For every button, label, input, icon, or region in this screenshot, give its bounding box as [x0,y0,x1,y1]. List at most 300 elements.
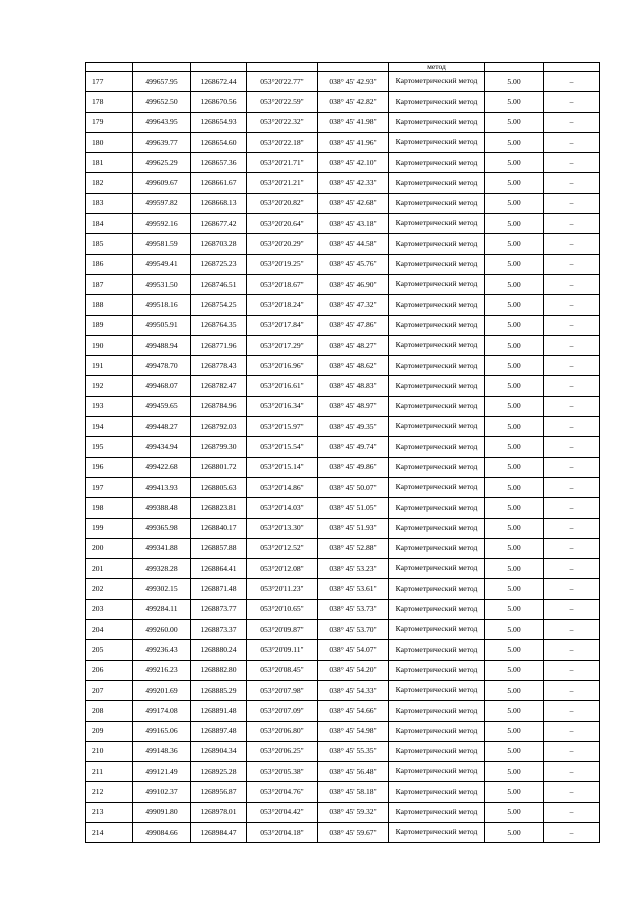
cell-point-number: 188 [86,295,133,315]
cell-coord-x: 499434.94 [133,437,191,457]
cell-longitude: 038° 45' 47.86" [318,315,389,335]
cell-coord-y: 1268840.17 [191,518,247,538]
cell-method: Картометрический метод [389,477,485,497]
cell-note: – [544,356,600,376]
table-row [86,234,600,254]
cell-point-number: 183 [86,193,133,213]
cell-accuracy: 5.00 [485,335,544,355]
cell-longitude: 038° 45' 48.62" [318,356,389,376]
cell-accuracy: 5.00 [485,132,544,152]
cell-note: – [544,396,600,416]
cell-latitude: 053°20'15.97" [247,417,318,437]
table-row [86,538,600,558]
cell-note: – [544,579,600,599]
cell-note: – [544,741,600,761]
cell-longitude: 038° 45' 48.97" [318,396,389,416]
cell-latitude: 053°20'16.34" [247,396,318,416]
cell-longitude: 038° 45' 53.70" [318,620,389,640]
cell-coord-x: 499236.43 [133,640,191,660]
cell-point-number: 213 [86,802,133,822]
cell-latitude: 053°20'06.80" [247,721,318,741]
cell-accuracy: 5.00 [485,721,544,741]
cell-point-number: 209 [86,721,133,741]
cell-point-number: 189 [86,315,133,335]
cell-longitude: 038° 45' 41.96" [318,132,389,152]
cell-coord-x: 499388.48 [133,498,191,518]
cell-accuracy: 5.00 [485,782,544,802]
cell-method: Картометрический метод [389,193,485,213]
cell-coord-x: 499148.36 [133,741,191,761]
table-body [86,63,600,843]
cell-coord-y: 1268873.77 [191,599,247,619]
table-row [86,660,600,680]
cell-coord-y: 1268782.47 [191,376,247,396]
cell-latitude: 053°20'14.03" [247,498,318,518]
cell-accuracy: 5.00 [485,437,544,457]
cell-coord-y: 1268754.25 [191,295,247,315]
cell-latitude: 053°20'22.18" [247,132,318,152]
cell-latitude: 053°20'05.38" [247,762,318,782]
cell-coord-x: 499102.37 [133,782,191,802]
cell-method: Картометрический метод [389,153,485,173]
cell-point-number: 191 [86,356,133,376]
cell-point-number: 190 [86,335,133,355]
cell-coord-y: 1268864.41 [191,559,247,579]
cell-note: – [544,437,600,457]
cell-accuracy: 5.00 [485,376,544,396]
cell-latitude: 053°20'13.30" [247,518,318,538]
cell-coord-x: 499549.41 [133,254,191,274]
cell-point-number: 207 [86,680,133,700]
table-row [86,721,600,741]
table-row [86,92,600,112]
cell-coord-y: 1268873.37 [191,620,247,640]
cell-longitude: 038° 45' 54.07" [318,640,389,660]
cell-accuracy: 5.00 [485,457,544,477]
cell-coord-x: 499459.65 [133,396,191,416]
cell-coord-x: 499505.91 [133,315,191,335]
cell-coord-y: 1268661.67 [191,173,247,193]
cell-longitude: 038° 45' 42.33" [318,173,389,193]
cell-latitude: 053°20'14.86" [247,477,318,497]
cell-point-number: 185 [86,234,133,254]
table-row [86,518,600,538]
cell-latitude: 053°20'19.25" [247,254,318,274]
table-row [86,599,600,619]
cell-method: Картометрический метод [389,437,485,457]
cell-coord-x: 499609.67 [133,173,191,193]
cell-latitude: 053°20'16.96" [247,356,318,376]
cell-accuracy: 5.00 [485,599,544,619]
cell-note: – [544,660,600,680]
cell-latitude: 053°20'04.42" [247,802,318,822]
cell-accuracy: 5.00 [485,193,544,213]
table-row [86,274,600,294]
cell-latitude: 053°20'09.87" [247,620,318,640]
cell-note: – [544,72,600,92]
cell-point-number: 195 [86,437,133,457]
cell-longitude: 038° 45' 42.68" [318,193,389,213]
cell-note: – [544,335,600,355]
cell-accuracy: 5.00 [485,315,544,335]
cell-accuracy: 5.00 [485,356,544,376]
cell-latitude: 053°20'08.45" [247,660,318,680]
cell-point-number: 201 [86,559,133,579]
cell-coord-x: 499468.07 [133,376,191,396]
cell-method: Картометрический метод [389,396,485,416]
cell-note: – [544,477,600,497]
cell-coord-y: 1268857.88 [191,538,247,558]
cell-longitude: 038° 45' 56.48" [318,762,389,782]
cell-point-number: 182 [86,173,133,193]
cell-point-number: 187 [86,274,133,294]
table-row [86,640,600,660]
cell-longitude: 038° 45' 42.93" [318,72,389,92]
cell-accuracy [485,63,544,72]
cell-coord-x [133,63,191,72]
cell-coord-x: 499581.59 [133,234,191,254]
cell-note: – [544,822,600,842]
cell-longitude: 038° 45' 46.90" [318,274,389,294]
cell-latitude: 053°20'17.84" [247,315,318,335]
cell-method: метод [389,63,485,72]
cell-latitude: 053°20'22.77" [247,72,318,92]
cell-longitude: 038° 45' 52.88" [318,538,389,558]
cell-note: – [544,518,600,538]
cell-method: Картометрический метод [389,214,485,234]
cell-longitude: 038° 45' 54.98" [318,721,389,741]
cell-point-number: 186 [86,254,133,274]
cell-longitude: 038° 45' 59.32" [318,802,389,822]
cell-point-number: 203 [86,599,133,619]
table-row [86,132,600,152]
cell-accuracy: 5.00 [485,477,544,497]
cell-longitude: 038° 45' 50.07" [318,477,389,497]
table-row [86,498,600,518]
cell-note: – [544,173,600,193]
cell-note: – [544,254,600,274]
table-row [86,802,600,822]
table-row [86,376,600,396]
table-row [86,356,600,376]
cell-accuracy: 5.00 [485,640,544,660]
cell-note: – [544,376,600,396]
cell-coord-y: 1268677.42 [191,214,247,234]
cell-point-number: 192 [86,376,133,396]
cell-coord-x: 499625.29 [133,153,191,173]
cell-coord-y: 1268823.81 [191,498,247,518]
cell-coord-x: 499091.80 [133,802,191,822]
cell-note [544,63,600,72]
cell-coord-x: 499284.11 [133,599,191,619]
cell-note: – [544,620,600,640]
cell-method: Картометрический метод [389,782,485,802]
cell-coord-y: 1268746.51 [191,274,247,294]
table-row [86,620,600,640]
cell-coord-x: 499488.94 [133,335,191,355]
cell-point-number: 184 [86,214,133,234]
cell-point-number: 210 [86,741,133,761]
cell-point-number: 205 [86,640,133,660]
table-row [86,214,600,234]
cell-accuracy: 5.00 [485,741,544,761]
cell-longitude: 038° 45' 59.67" [318,822,389,842]
cell-accuracy: 5.00 [485,538,544,558]
cell-accuracy: 5.00 [485,822,544,842]
cell-coord-y: 1268764.35 [191,315,247,335]
cell-coord-y: 1268904.34 [191,741,247,761]
cell-coord-x: 499302.15 [133,579,191,599]
cell-longitude: 038° 45' 54.66" [318,701,389,721]
cell-longitude: 038° 45' 53.23" [318,559,389,579]
cell-longitude: 038° 45' 43.18" [318,214,389,234]
cell-latitude: 053°20'22.32" [247,112,318,132]
cell-longitude: 038° 45' 55.35" [318,741,389,761]
cell-coord-x: 499201.69 [133,680,191,700]
cell-accuracy: 5.00 [485,660,544,680]
cell-method: Картометрический метод [389,132,485,152]
table-row [86,782,600,802]
cell-longitude: 038° 45' 58.18" [318,782,389,802]
cell-longitude: 038° 45' 54.20" [318,660,389,680]
cell-latitude: 053°20'20.29" [247,234,318,254]
cell-coord-x: 499174.08 [133,701,191,721]
cell-note: – [544,762,600,782]
cell-accuracy: 5.00 [485,762,544,782]
cell-point-number: 208 [86,701,133,721]
cell-coord-y: 1268784.96 [191,396,247,416]
cell-method: Картометрический метод [389,660,485,680]
table-row [86,457,600,477]
cell-note: – [544,112,600,132]
cell-method: Картометрический метод [389,538,485,558]
cell-longitude: 038° 45' 51.05" [318,498,389,518]
cell-longitude: 038° 45' 42.10" [318,153,389,173]
cell-method: Картометрический метод [389,92,485,112]
cell-coord-x: 499365.98 [133,518,191,538]
cell-accuracy: 5.00 [485,579,544,599]
cell-point-number: 199 [86,518,133,538]
cell-latitude: 053°20'20.82" [247,193,318,213]
cell-method: Картометрический метод [389,620,485,640]
cell-note: – [544,132,600,152]
cell-note: – [544,498,600,518]
cell-accuracy: 5.00 [485,92,544,112]
cell-method: Картометрический метод [389,315,485,335]
cell-note: – [544,457,600,477]
cell-method: Картометрический метод [389,640,485,660]
cell-note: – [544,640,600,660]
cell-method: Картометрический метод [389,72,485,92]
cell-method: Картометрический метод [389,579,485,599]
cell-coord-y: 1268670.56 [191,92,247,112]
cell-longitude: 038° 45' 54.33" [318,680,389,700]
cell-note: – [544,417,600,437]
cell-method: Картометрический метод [389,417,485,437]
cell-point-number [86,63,133,72]
cell-accuracy: 5.00 [485,173,544,193]
cell-coord-x: 499478.70 [133,356,191,376]
table-row [86,295,600,315]
cell-coord-x: 499657.95 [133,72,191,92]
cell-note: – [544,274,600,294]
cell-accuracy: 5.00 [485,396,544,416]
cell-coord-y: 1268882.80 [191,660,247,680]
cell-coord-y: 1268925.28 [191,762,247,782]
cell-coord-y: 1268978.01 [191,802,247,822]
cell-latitude: 053°20'15.14" [247,457,318,477]
cell-method: Картометрический метод [389,457,485,477]
cell-method: Картометрический метод [389,295,485,315]
cell-latitude: 053°20'04.76" [247,782,318,802]
cell-method: Картометрический метод [389,498,485,518]
cell-latitude: 053°20'21.71" [247,153,318,173]
cell-coord-y: 1268668.13 [191,193,247,213]
cell-method: Картометрический метод [389,762,485,782]
cell-point-number: 181 [86,153,133,173]
cell-latitude: 053°20'16.61" [247,376,318,396]
cell-accuracy: 5.00 [485,214,544,234]
cell-longitude: 038° 45' 41.98" [318,112,389,132]
cell-point-number: 194 [86,417,133,437]
cell-latitude: 053°20'15.54" [247,437,318,457]
cell-coord-x: 499413.93 [133,477,191,497]
cell-latitude: 053°20'04.18" [247,822,318,842]
cell-point-number: 197 [86,477,133,497]
cell-accuracy: 5.00 [485,620,544,640]
cell-method: Картометрический метод [389,721,485,741]
cell-coord-x: 499652.50 [133,92,191,112]
cell-point-number: 179 [86,112,133,132]
cell-note: – [544,295,600,315]
table-row [86,822,600,842]
cell-coord-y: 1268885.29 [191,680,247,700]
cell-note: – [544,721,600,741]
cell-accuracy: 5.00 [485,295,544,315]
cell-longitude: 038° 45' 49.86" [318,457,389,477]
cell-coord-x: 499639.77 [133,132,191,152]
cell-point-number: 178 [86,92,133,112]
table-row [86,315,600,335]
cell-coord-y: 1268657.36 [191,153,247,173]
cell-latitude: 053°20'17.29" [247,335,318,355]
table-row [86,417,600,437]
cell-coord-y: 1268897.48 [191,721,247,741]
cell-coord-x: 499592.16 [133,214,191,234]
cell-accuracy: 5.00 [485,701,544,721]
cell-point-number: 200 [86,538,133,558]
cell-method: Картометрический метод [389,518,485,538]
cell-accuracy: 5.00 [485,274,544,294]
cell-coord-y: 1268984.47 [191,822,247,842]
cell-method: Картометрический метод [389,376,485,396]
cell-longitude: 038° 45' 48.27" [318,335,389,355]
cell-note: – [544,92,600,112]
cell-accuracy: 5.00 [485,112,544,132]
cell-coord-y: 1268871.48 [191,579,247,599]
coordinates-table [85,62,600,843]
cell-coord-y: 1268891.48 [191,701,247,721]
cell-method: Картометрический метод [389,701,485,721]
cell-note: – [544,701,600,721]
cell-latitude: 053°20'12.52" [247,538,318,558]
cell-latitude: 053°20'10.65" [247,599,318,619]
cell-point-number: 193 [86,396,133,416]
cell-method: Картометрический метод [389,335,485,355]
cell-latitude: 053°20'20.64" [247,214,318,234]
cell-latitude: 053°20'18.67" [247,274,318,294]
cell-longitude: 038° 45' 47.32" [318,295,389,315]
table-row [86,762,600,782]
cell-note: – [544,315,600,335]
cell-point-number: 198 [86,498,133,518]
table-row-continuation [86,63,600,72]
cell-point-number: 204 [86,620,133,640]
cell-coord-y: 1268801.72 [191,457,247,477]
cell-point-number: 211 [86,762,133,782]
table-row [86,112,600,132]
cell-note: – [544,559,600,579]
cell-latitude: 053°20'07.98" [247,680,318,700]
cell-coord-y: 1268799.30 [191,437,247,457]
cell-point-number: 206 [86,660,133,680]
cell-coord-y: 1268703.28 [191,234,247,254]
cell-method: Картометрический метод [389,680,485,700]
table-row [86,680,600,700]
cell-method: Картометрический метод [389,356,485,376]
table-row [86,579,600,599]
table-row [86,559,600,579]
cell-latitude: 053°20'07.09" [247,701,318,721]
cell-note: – [544,538,600,558]
cell-accuracy: 5.00 [485,802,544,822]
cell-longitude: 038° 45' 45.76" [318,254,389,274]
cell-coord-x: 499643.95 [133,112,191,132]
cell-accuracy: 5.00 [485,559,544,579]
cell-longitude: 038° 45' 49.74" [318,437,389,457]
cell-method: Картометрический метод [389,274,485,294]
cell-coord-x: 499341.88 [133,538,191,558]
cell-note: – [544,680,600,700]
table-row [86,335,600,355]
cell-longitude: 038° 45' 53.73" [318,599,389,619]
cell-accuracy: 5.00 [485,72,544,92]
cell-note: – [544,599,600,619]
cell-coord-y: 1268956.87 [191,782,247,802]
cell-coord-y: 1268654.60 [191,132,247,152]
cell-coord-x: 499531.50 [133,274,191,294]
table-row [86,193,600,213]
cell-coord-x: 499328.28 [133,559,191,579]
cell-point-number: 212 [86,782,133,802]
coordinates-table-container [85,62,599,843]
cell-latitude: 053°20'22.59" [247,92,318,112]
cell-longitude: 038° 45' 53.61" [318,579,389,599]
cell-latitude: 053°20'18.24" [247,295,318,315]
cell-accuracy: 5.00 [485,417,544,437]
cell-method: Картометрический метод [389,822,485,842]
cell-coord-y: 1268805.63 [191,477,247,497]
cell-coord-x: 499518.16 [133,295,191,315]
cell-coord-x: 499165.06 [133,721,191,741]
cell-note: – [544,193,600,213]
table-row [86,173,600,193]
cell-point-number: 177 [86,72,133,92]
cell-coord-y: 1268725.23 [191,254,247,274]
cell-longitude: 038° 45' 51.93" [318,518,389,538]
cell-note: – [544,234,600,254]
cell-coord-y: 1268771.96 [191,335,247,355]
